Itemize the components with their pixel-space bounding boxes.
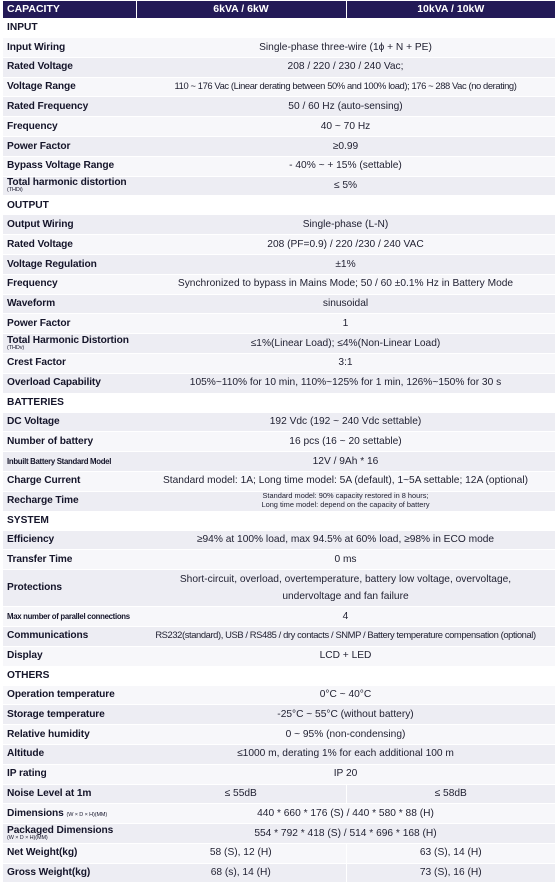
row-value: ≤1%(Linear Load); ≤4%(Non-Linear Load) — [136, 334, 555, 354]
row-value: IP 20 — [136, 764, 555, 784]
table-row — [3, 117, 555, 137]
table-row — [3, 38, 555, 58]
section-input — [3, 19, 555, 38]
table-row — [3, 626, 555, 646]
table-row — [3, 412, 555, 432]
row-label: Waveform — [3, 294, 136, 314]
row-value: 4 — [136, 607, 555, 627]
table-row — [3, 570, 555, 607]
row-value: 208 / 220 / 230 / 240 Vac; — [136, 57, 555, 77]
inbuilt-battery-label: Inbuilt Battery Standard Model — [7, 456, 112, 466]
table-row — [3, 274, 555, 294]
row-label: Relative humidity — [3, 725, 136, 745]
row-value: 105%~110% for 10 min, 110%~125% for 1 min, 126%~150% for 30 s — [136, 373, 555, 393]
row-label: Rated Frequency — [3, 97, 136, 117]
table-row — [3, 824, 555, 844]
row-label: Net Weight(kg) — [3, 843, 136, 863]
dimensions-label: Dimensions — [7, 807, 64, 819]
table-row — [3, 136, 555, 156]
row-label: Frequency — [3, 274, 136, 294]
row-value-6kva: 58 (S), 12 (H) — [136, 843, 346, 863]
row-value: Synchronized to bypass in Mains Mode; 50 / 60 ±0.1% Hz in Battery Mode — [136, 274, 555, 294]
section-others — [3, 666, 555, 685]
row-value: 0 ms — [136, 550, 555, 570]
section-title: SYSTEM — [3, 511, 555, 530]
section-output — [3, 196, 555, 215]
row-label: Input Wiring — [3, 38, 136, 58]
packaged-dimensions-sub-label: (W × D × H)(MM) — [7, 834, 48, 841]
table-row — [3, 705, 555, 725]
table-row — [3, 373, 555, 393]
row-value: 554 * 792 * 418 (S) / 514 * 696 * 168 (H) — [136, 824, 555, 844]
table-header — [3, 1, 555, 19]
row-label — [3, 607, 136, 627]
row-label — [3, 334, 136, 354]
row-value-10kva: 73 (S), 16 (H) — [346, 863, 555, 883]
row-value: 12V / 9Ah * 16 — [136, 452, 555, 472]
dimensions-sub-label: (W × D × H)(MM) — [66, 811, 108, 818]
section-title: OTHERS — [3, 666, 555, 685]
row-value: 40 ~ 70 Hz — [136, 117, 555, 137]
row-value: ≤ 5% — [136, 176, 555, 196]
row-value: Standard model: 1A; Long time model: 5A (default), 1~5A settable; 12A (optional) — [136, 471, 555, 491]
voltage-range-text: 110 ~ 176 Vac (Linear derating between 50% and 100% load); 176 ~ 288 Vac (no derating) — [174, 80, 517, 92]
row-value: 50 / 60 Hz (auto-sensing) — [136, 97, 555, 117]
row-value-6kva: ≤ 55dB — [136, 784, 346, 804]
row-label: Rated Voltage — [3, 235, 136, 255]
row-value: Single-phase (L-N) — [136, 215, 555, 235]
recharge-note-long: Long time model: depend on the capacity of battery — [261, 500, 430, 510]
row-value-6kva: 68 (s), 14 (H) — [136, 863, 346, 883]
row-value: 208 (PF=0.9) / 220 /230 / 240 VAC — [136, 235, 555, 255]
row-value — [136, 570, 555, 607]
row-label: Display — [3, 646, 136, 666]
row-label: Charge Current — [3, 471, 136, 491]
spec-table — [3, 1, 555, 883]
table-row — [3, 685, 555, 705]
row-value: ≥0.99 — [136, 136, 555, 156]
section-title: OUTPUT — [3, 196, 555, 215]
table-row — [3, 550, 555, 570]
table-row — [3, 471, 555, 491]
table-row — [3, 804, 555, 824]
protections-line-2: undervoltage and fan failure — [282, 591, 409, 603]
row-label: Overload Capability — [3, 373, 136, 393]
row-label — [3, 176, 136, 196]
row-value: 1 — [136, 314, 555, 334]
row-label: Voltage Range — [3, 77, 136, 97]
table-row — [3, 353, 555, 373]
row-label: Gross Weight(kg) — [3, 863, 136, 883]
row-value — [136, 491, 555, 511]
row-value: LCD + LED — [136, 646, 555, 666]
row-value: 0 ~ 95% (non-condensing) — [136, 725, 555, 745]
table-row — [3, 215, 555, 235]
section-title: BATTERIES — [3, 393, 555, 412]
row-value: sinusoidal — [136, 294, 555, 314]
section-system — [3, 511, 555, 530]
row-value: 440 * 660 * 176 (S) / 440 * 580 * 88 (H) — [136, 804, 555, 824]
row-value — [136, 77, 555, 97]
thdi-label: Total harmonic distortion — [7, 177, 127, 189]
table-row — [3, 294, 555, 314]
row-value: 3:1 — [136, 353, 555, 373]
row-label: Communications — [3, 626, 136, 646]
table-row — [3, 744, 555, 764]
row-value: 192 Vdc (192 ~ 240 Vdc settable) — [136, 412, 555, 432]
parallel-label: Max number of parallel connections — [7, 611, 130, 621]
row-label: Frequency — [3, 117, 136, 137]
table-row — [3, 432, 555, 452]
row-label: IP rating — [3, 764, 136, 784]
row-label: Efficiency — [3, 530, 136, 550]
row-label: Recharge Time — [3, 491, 136, 511]
table-row — [3, 97, 555, 117]
row-value-10kva: ≤ 58dB — [346, 784, 555, 804]
table-row — [3, 646, 555, 666]
row-label: Number of battery — [3, 432, 136, 452]
row-value: 0°C ~ 40°C — [136, 685, 555, 705]
row-label: Power Factor — [3, 136, 136, 156]
table-row — [3, 607, 555, 627]
row-value: ≤1000 m, derating 1% for each additional 100 m — [136, 744, 555, 764]
row-label: DC Voltage — [3, 412, 136, 432]
capacity-header: CAPACITY — [3, 1, 136, 19]
row-label: Rated Voltage — [3, 57, 136, 77]
section-batteries — [3, 393, 555, 412]
row-label: Storage temperature — [3, 705, 136, 725]
row-label: Altitude — [3, 744, 136, 764]
row-label: Transfer Time — [3, 550, 136, 570]
table-row — [3, 77, 555, 97]
section-title: INPUT — [3, 19, 555, 38]
table-row — [3, 784, 555, 804]
table-row — [3, 254, 555, 274]
model-10kva-header: 10kVA / 10kW — [346, 1, 555, 19]
model-6kva-header: 6kVA / 6kW — [136, 1, 346, 19]
table-row — [3, 764, 555, 784]
packaged-dimensions-label: Packaged Dimensions — [7, 824, 114, 836]
row-label: Protections — [3, 570, 136, 607]
row-value: Single-phase three-wire (1ϕ + N + PE) — [136, 38, 555, 58]
table-row — [3, 843, 555, 863]
row-label: Bypass Voltage Range — [3, 156, 136, 176]
row-label: Crest Factor — [3, 353, 136, 373]
thdi-sub-label: (THDi) — [7, 187, 23, 194]
table-row — [3, 863, 555, 883]
row-value: 16 pcs (16 ~ 20 settable) — [136, 432, 555, 452]
row-value: ≥94% at 100% load, max 94.5% at 60% load, ≥98% in ECO mode — [136, 530, 555, 550]
table-row — [3, 314, 555, 334]
row-value: -25°C ~ 55°C (without battery) — [136, 705, 555, 725]
communications-text: RS232(standard), USB / RS485 / dry contacts / SNMP / Battery temperature compensation (optional) — [155, 629, 536, 641]
table-row — [3, 176, 555, 196]
protections-line-1: Short-circuit, overload, overtemperature, battery low voltage, overvoltage, — [179, 573, 512, 585]
table-row — [3, 452, 555, 472]
row-label — [3, 452, 136, 472]
recharge-note-standard: Standard model: 90% capacity restored in 8 hours; — [262, 491, 429, 501]
table-row — [3, 334, 555, 354]
row-label: Operation temperature — [3, 685, 136, 705]
row-label: Noise Level at 1m — [3, 784, 136, 804]
row-label — [3, 804, 136, 824]
table-row — [3, 491, 555, 511]
row-label — [3, 824, 136, 844]
row-label: Output Wiring — [3, 215, 136, 235]
row-value: ±1% — [136, 254, 555, 274]
row-label: Voltage Regulation — [3, 254, 136, 274]
table-row — [3, 530, 555, 550]
thdv-sub-label: (THDv) — [7, 344, 25, 351]
row-label: Power Factor — [3, 314, 136, 334]
table-row — [3, 235, 555, 255]
row-value: - 40% ~ + 15% (settable) — [136, 156, 555, 176]
row-value — [136, 626, 555, 646]
table-row — [3, 725, 555, 745]
thdv-label: Total Harmonic Distortion — [7, 334, 129, 346]
table-row — [3, 156, 555, 176]
row-value-10kva: 63 (S), 14 (H) — [346, 843, 555, 863]
table-row — [3, 57, 555, 77]
